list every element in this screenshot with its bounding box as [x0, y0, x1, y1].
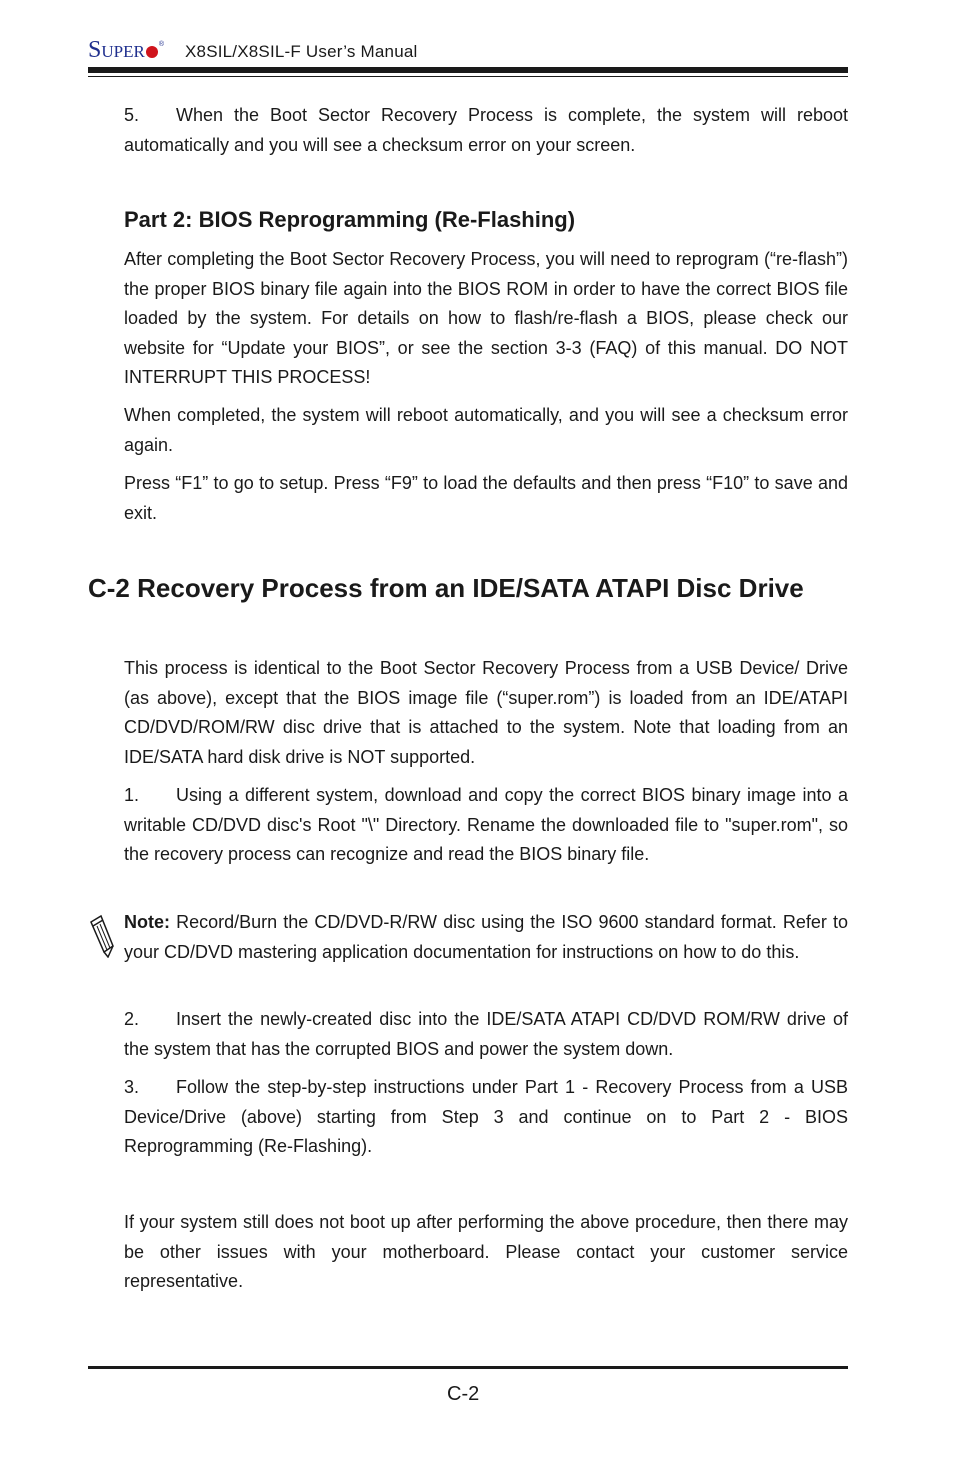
closing-paragraph: If your system still does not boot up after performing the above procedure, then there may be other issues with your motherboard. Please contact your customer service representative. [124, 1212, 848, 1291]
supermicro-logo [88, 36, 164, 64]
part2-paragraph-3: Press “F1” to go to setup. Press “F9” to load the defaults and then press “F10” to save and exit. [124, 473, 848, 523]
note-label: Note: [124, 912, 170, 932]
c2-intro-paragraph: This process is identical to the Boot Sector Recovery Process from a USB Device/ Drive (as above), except that the BIOS image file (“super.rom”) is loaded from an IDE/ATAPI CD/DVD/ROM/RW disc drive that is attached to the system. Note that loading from an IDE/SATA hard disk drive is NOT supported. [124, 658, 848, 767]
c2-step-2 [124, 1005, 848, 1064]
part2-paragraph-1: After completing the Boot Sector Recovery Process, you will need to reprogram (“re-flash”) the proper BIOS binary file again into the BIOS ROM in order to have the correct BIOS file loaded by the system. For details on how to flash/re-flash a BIOS, please check our website for “Update your BIOS”, or see the section 3-3 (FAQ) of this manual. DO NOT INTERRUPT THIS PROCESS! [124, 249, 848, 387]
registered-mark: ® [158, 41, 164, 48]
header-rule-thin [88, 76, 848, 77]
c2-step-3 [124, 1073, 848, 1162]
c2-intro-block [124, 654, 848, 772]
logo-red-dot [146, 46, 158, 58]
part2-para3-block [124, 469, 848, 528]
part2-heading: Part 2: BIOS Reprogramming (Re-Flashing) [124, 207, 576, 232]
logo-wordmark: SUPER [88, 37, 145, 63]
step-number: 3. [124, 1077, 140, 1097]
pencil-note-icon [88, 910, 114, 958]
step-text: Insert the newly-created disc into the IDE/SATA ATAPI CD/DVD ROM/RW drive of the system that has the corrupted BIOS and power the system down. [124, 1009, 848, 1059]
part2-heading-block [124, 206, 848, 234]
part2-paragraph-2: When completed, the system will reboot automatically, and you will see a checksum error again. [124, 405, 848, 455]
section-c2-heading: C-2 Recovery Process from an IDE/SATA ATAPI Disc Drive [88, 573, 804, 603]
step-number: 2. [124, 1009, 140, 1029]
part2-para2-block [124, 401, 848, 460]
step-number: 1. [124, 785, 140, 805]
step-number: 5. [124, 105, 140, 125]
page-number: C-2 [447, 1383, 480, 1405]
step-text: When the Boot Sector Recovery Process is complete, the system will reboot automatically and you will see a checksum error on your screen. [124, 105, 848, 155]
header-rule-thick [88, 67, 848, 73]
c2-note [124, 908, 848, 967]
page-header [88, 34, 848, 80]
c2-step-1 [124, 781, 848, 870]
step-text: Using a different system, download and copy the correct BIOS binary image into a writable CD/DVD disc's Root "\" Directory. Rename the downloaded file to "super.rom", so the recovery process can recognize and read the BIOS binary file. [124, 785, 848, 864]
step-5 [124, 101, 848, 160]
step-text: Follow the step-by-step instructions under Part 1 - Recovery Process from a USB Device/Drive (above) starting from Step 3 and continue on to Part 2 - BIOS Reprogramming (Re-Flashing). [124, 1077, 848, 1156]
c2-closing-block [124, 1208, 848, 1297]
note-text: Record/Burn the CD/DVD-R/RW disc using the ISO 9600 standard format. Refer to your CD/DVD mastering application documentation for instructions on how to do this. [124, 912, 848, 962]
part2-para1-block [124, 245, 848, 393]
manual-title: X8SIL/X8SIL-F User’s Manual [185, 42, 418, 61]
footer-rule [88, 1366, 848, 1369]
